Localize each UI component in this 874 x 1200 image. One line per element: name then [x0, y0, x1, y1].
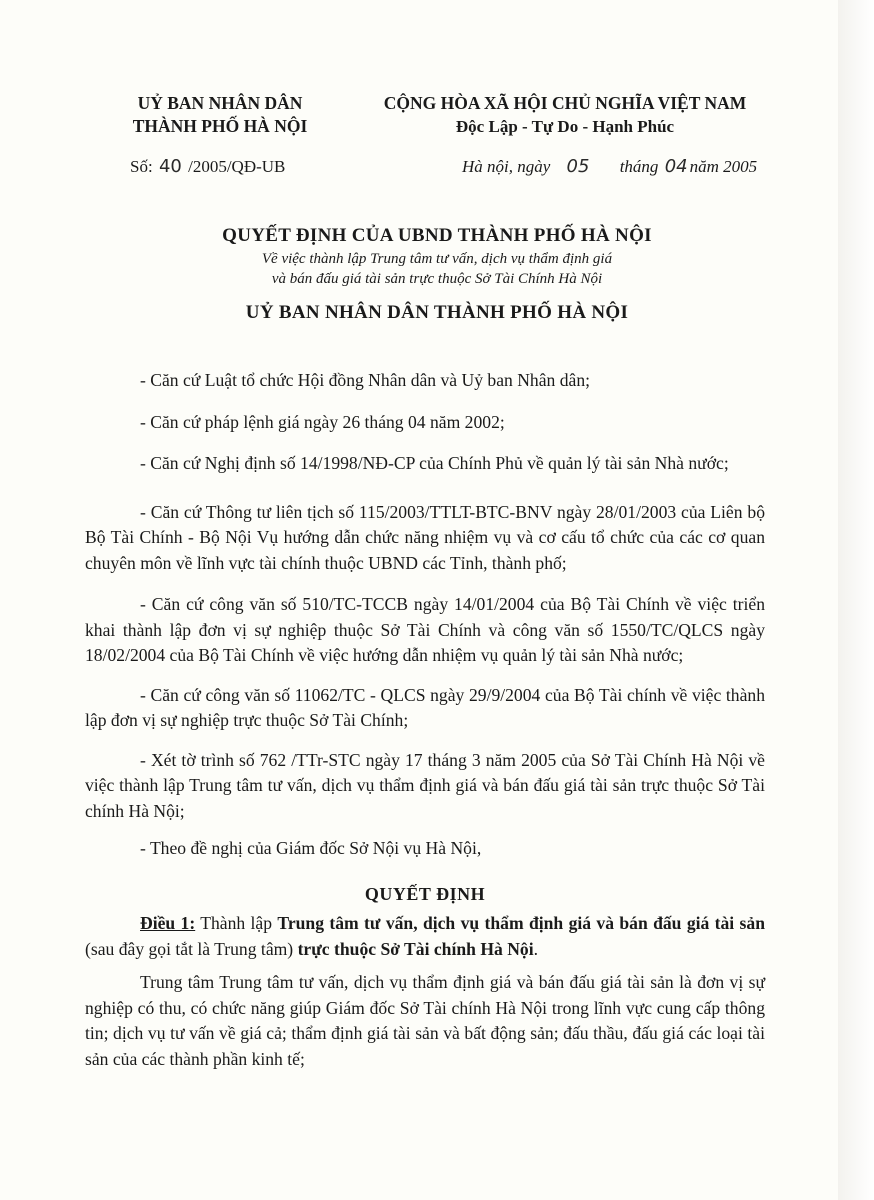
- date-year: năm 2005: [689, 157, 758, 176]
- article-1-text-a: Thành lập: [195, 913, 278, 933]
- date-day: 05: [566, 156, 590, 177]
- recital-7: - Xét tờ trình số 762 /TTr-STC ngày 17 tháng 3 năm 2005 của Sở Tài Chính Hà Nội về việc thành lập Trung tâm tư vấn, dịch vụ thẩm định giá và bán đấu giá tài sản trực thuộc Sở Tài chính Hà Nội;: [85, 749, 765, 821]
- article-1-bold-b: trực thuộc Sở Tài chính Hà Nội: [297, 938, 534, 959]
- date-month-label: tháng: [619, 157, 659, 176]
- recital-3: - Căn cứ Nghị định số 14/1998/NĐ-CP của Chính Phủ về quản lý tài sản Nhà nước;: [140, 453, 729, 473]
- recital-6: - Căn cứ công văn số 11062/TC - QLCS ngày 29/9/2004 của Bộ Tài chính về việc thành lập đơn vị sự nghiệp trực thuộc Sở Tài Chính;: [85, 684, 765, 730]
- national-motto: Độc Lập - Tự Do - Hạnh Phúc: [455, 117, 675, 136]
- document-number: [130, 156, 285, 177]
- recital-5: - Căn cứ công văn số 510/TC-TCCB ngày 14/01/2004 của Bộ Tài Chính về việc triển khai thành lập đơn vị sự nghiệp thuộc Sở Tài Chính và công văn số 1550/TC/QLCS ngày 18/02/2004 của Bộ Tài Chính về việc hướng dẫn nhiệm vụ quản lý tài sản Nhà nước;: [85, 594, 765, 665]
- number-suffix: /2005/QĐ-UB: [188, 157, 286, 176]
- date-month: 04: [664, 156, 688, 177]
- document-date: [462, 156, 757, 177]
- article-1: [85, 911, 765, 962]
- subtitle-line-2: và bán đấu giá tài sản trực thuộc Sở Tài Chính Hà Nội: [271, 271, 603, 287]
- document-body: [85, 340, 765, 1072]
- issuing-authority-block: [105, 92, 335, 138]
- document-subtitle: [0, 249, 874, 289]
- number-value: 40: [158, 156, 182, 177]
- recital-1: - Căn cứ Luật tổ chức Hội đồng Nhân dân và Uỷ ban Nhân dân;: [140, 370, 590, 390]
- number-prefix: Số:: [130, 157, 153, 176]
- issuer-line-1: UỶ BAN NHÂN DÂN: [137, 93, 303, 113]
- article-1-bold-a: Trung tâm tư vấn, dịch vụ thẩm định giá và bán đấu giá tài sản: [277, 913, 765, 933]
- decision-heading: QUYẾT ĐỊNH: [364, 883, 486, 904]
- recital-2: - Căn cứ pháp lệnh giá ngày 26 tháng 04 năm 2002;: [140, 411, 505, 432]
- article-1-text-b: (sau đây gọi tắt là Trung tâm): [85, 938, 298, 959]
- article-1-label: Điều 1:: [140, 913, 196, 933]
- country-name: CỘNG HÒA XÃ HỘI CHỦ NGHĨA VIỆT NAM: [383, 93, 747, 113]
- subtitle-line-1: Về việc thành lập Trung tâm tư vấn, dịch vụ thẩm định giá: [261, 251, 613, 267]
- issuer-line-2: THÀNH PHỐ HÀ NỘI: [132, 116, 308, 136]
- authority-heading: UỶ BAN NHÂN DÂN THÀNH PHỐ HÀ NỘI: [245, 302, 629, 323]
- article-1-body: Trung tâm Trung tâm tư vấn, dịch vụ thẩm định giá và bán đấu giá tài sản là đơn vị sự nghiệp có thu, có chức năng giúp Giám đốc Sở Tài chính Hà Nội trong lĩnh vực cung cấp thông tin; dịch vụ tư vấn về giá cả; thẩm định giá tài sản và bất động sản; đấu thầu, đấu giá các loại tài sản của các thành phần kinh tế;: [85, 972, 765, 1069]
- document-title: QUYẾT ĐỊNH CỦA UBND THÀNH PHỐ HÀ NỘI: [222, 225, 652, 246]
- article-1-text-c: .: [533, 938, 538, 959]
- date-prefix: Hà nội, ngày: [462, 157, 551, 176]
- national-motto-block: [350, 92, 780, 138]
- recital-4: - Căn cứ Thông tư liên tịch số 115/2003/TTLT-BTC-BNV ngày 28/01/2003 của Liên bộ Bộ Tài Chính - Bộ Nội Vụ hướng dẫn chức năng nhiệm vụ và cơ cấu tổ chức của các cơ quan chuyên môn về lĩnh vực tài chính thuộc UBND các Tỉnh, thành phố;: [85, 501, 765, 573]
- recital-8: - Theo đề nghị của Giám đốc Sở Nội vụ Hà Nội,: [140, 838, 482, 858]
